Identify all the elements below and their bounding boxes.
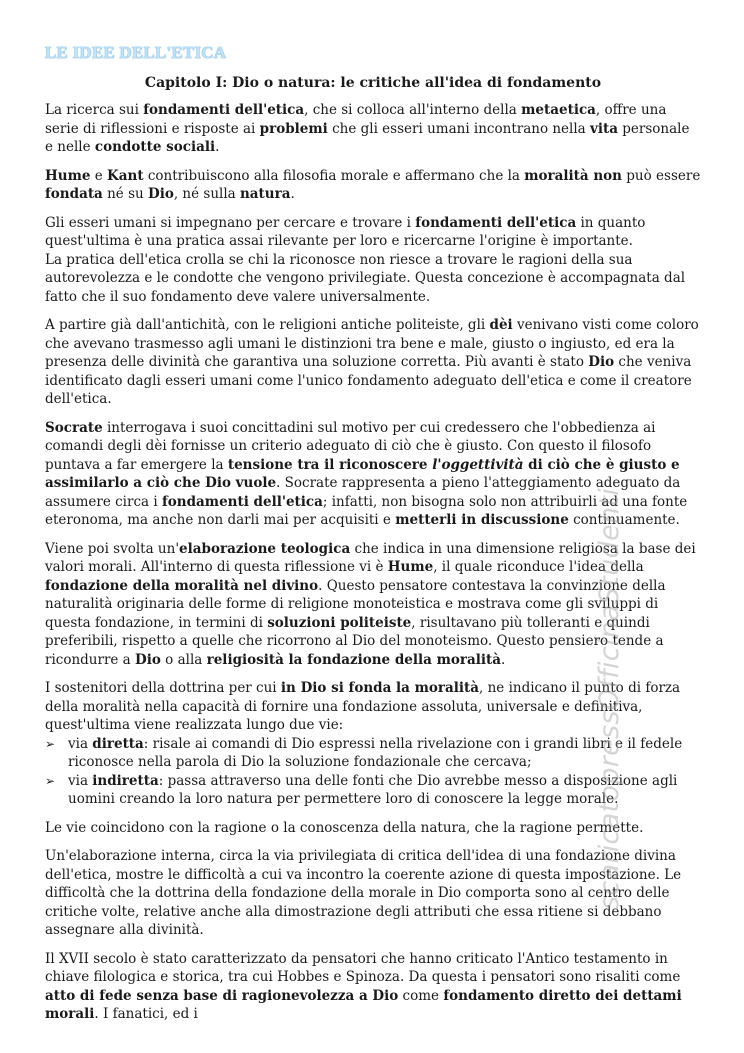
emphasis: metterli in discussione xyxy=(395,512,569,528)
paragraph-4 xyxy=(45,316,701,409)
emphasis: dèi xyxy=(489,317,513,333)
text: , né sulla xyxy=(173,186,240,202)
emphasis: problemi xyxy=(259,120,328,137)
text: in quanto quest'ultima è una pratica assai rilevante per loro e ricercarne l'origine è importante. xyxy=(45,214,646,249)
emphasis: indiretta xyxy=(92,772,159,789)
emphasis: fondamenti dell'etica xyxy=(143,102,305,118)
text: , ne indicano il punto di forza della moralità nella capacità di fornire una fondazione assoluta, universale e definitiva, quest'ultima viene realizzata lungo due vie: xyxy=(45,680,681,733)
text: e xyxy=(90,167,108,184)
emphasis: Socrate xyxy=(45,419,103,436)
emphasis: atto di fede senza base di ragionevolezza a Dio xyxy=(45,987,399,1004)
text: venivano visti come coloro che avevano trasmesso agli umani le distinzioni tra bene e male, giusto o ingiusto, ed era la presenza delle divinità che garantiva una soluzione corretta. Più avanti è stato xyxy=(45,317,699,370)
paragraph-8: Le vie coincidono con la ragione o la conoscenza della natura, che la ragione permette. xyxy=(45,819,644,836)
paragraph-2 xyxy=(45,167,701,204)
text: personale e nelle xyxy=(45,120,690,155)
text: Il XVII secolo è stato caratterizzato da pensatori che hanno criticato l'Antico testamento in chiave filologica e storica, tra cui Hobbes e Spinoza. Da questa i pensatori sono risaliti come xyxy=(45,950,681,985)
text: Viene poi svolta un' xyxy=(45,540,180,557)
text: : passa attraverso una delle fonti che Dio avrebbe messo a disposizione agli uomini creando la loro natura per permettere loro di conoscere la legge morale. xyxy=(68,772,678,807)
emphasis: religiosità la fondazione della moralità xyxy=(206,651,501,668)
emphasis: vita xyxy=(590,120,618,137)
emphasis: fondamento diretto dei dettami morali xyxy=(45,987,682,1022)
emphasis: natura xyxy=(239,186,291,202)
emphasis: metaetica xyxy=(521,102,596,118)
text: che gli esseri umani incontrano nella xyxy=(327,120,591,137)
text: continuamente. xyxy=(568,512,680,528)
arrow-bullet-icon: ➢ xyxy=(45,736,56,751)
emphasis: Kant xyxy=(107,167,144,184)
text: via xyxy=(68,772,93,789)
italic-emphasis: l'oggettività xyxy=(432,456,524,473)
text: interrogava i suoi concittadini sul motivo per cui credessero che l'obbedienza ai comandi degli dèi fornisse un criterio adeguato di ciò che è giusto. Con questo il filosofo puntava a far emergere la xyxy=(45,419,656,473)
text: . xyxy=(500,651,506,668)
text: tensione tra il riconoscere xyxy=(227,456,433,473)
text: A partire già dall'antichità, con le religioni antiche politeiste, gli xyxy=(45,317,490,333)
text: . xyxy=(290,186,295,202)
paragraph-9: Un'elaborazione interna, circa la via privilegiata di critica dell'idea di una fondazione divina dell'etica, mostre le difficoltà a cui va incontro la coerente azione di questa impostazione. Le difficoltà che la dottrina della fondazione della morale in Dio comporta sono al centro delle critiche volte, relative anche alla dimostrazione degli attributi che essa ritiene si debbano assegnare alla divinità. xyxy=(45,848,682,938)
paragraph-3 xyxy=(45,214,701,307)
text: , che si colloca all'interno della xyxy=(304,102,522,118)
text: . Questo pensatore contestava la convinzione della naturalità originaria delle forme di religione monoteistica e mostrava come gli sviluppi di questa fondazione, in termini di xyxy=(45,577,666,631)
text: . xyxy=(215,139,220,155)
text: . Socrate rappresenta a pieno l'atteggiamento adeguato da assumere circa i xyxy=(45,475,681,510)
emphasis: moralità non xyxy=(524,167,622,184)
paragraph-1 xyxy=(45,101,701,157)
emphasis: fondazione della moralità nel divino xyxy=(45,577,319,594)
text: , risultavano più tolleranti e quindi preferibili, rispetto a quelle che ricorrono al Dio del monoteismo. Questo pensiero tende a ricondurre a xyxy=(45,614,664,668)
emphasis: Hume xyxy=(387,559,434,575)
text: Gli esseri umani si impegnano per cercare e trovare i xyxy=(45,214,416,231)
text: che indica in una dimensione religiosa la base dei valori morali. All'interno di questa riflessione vi è xyxy=(45,540,696,575)
emphasis: fondamenti dell'etica xyxy=(161,493,323,510)
text: La pratica dell'etica crolla se chi la riconosce non riesce a trovare le ragioni della sua autorevolezza e le condotte che vengono privilegiate. Questa concezione è accompagnata dal fatto che il suo fondamento deve valere universalmente. xyxy=(45,251,686,305)
text: ; infatti, non bisogna solo non attribuirli ad una fonte eteronoma, ma anche non darli mai per acquisiti e xyxy=(45,493,688,528)
chapter-title: Capitolo I: Dio o natura: le critiche all'idea di fondamento xyxy=(144,75,602,91)
emphasis: Hume xyxy=(45,167,91,184)
text: , il quale riconduce l'idea della xyxy=(433,559,644,575)
text: che veniva identificato dagli esseri umani come l'unico fondamento adeguato dell'etica e come il creatore dell'etica. xyxy=(45,354,692,407)
watermark: scaricatopressOfficinaStudenti xyxy=(594,487,625,910)
emphasis: fondata xyxy=(45,186,103,202)
paragraph-10 xyxy=(45,950,701,1024)
emphasis: condotte sociali xyxy=(94,139,216,155)
emphasis: Dio xyxy=(147,186,174,202)
text: : risale ai comandi di Dio espressi nella rivelazione con i grandi libri e il fedele riconosce nella parola di Dio la soluzione fondazionale che cercava; xyxy=(68,735,683,770)
text: La ricerca sui xyxy=(45,102,144,118)
text: . I fanatici, ed i xyxy=(94,1006,198,1022)
text: o alla xyxy=(160,651,207,668)
text: come xyxy=(398,987,444,1004)
arrow-bullet-icon: ➢ xyxy=(45,773,56,788)
emphasis: diretta xyxy=(92,735,144,752)
text: contribuiscono alla filosofia morale e affermano che la xyxy=(143,167,525,184)
text: né su xyxy=(102,186,148,202)
text: via xyxy=(68,735,93,752)
emphasis: elaborazione teologica xyxy=(179,540,351,557)
text: di ciò che è giusto e assimilarlo a ciò che Dio vuole xyxy=(45,456,680,491)
emphasis: in Dio si fonda la moralità xyxy=(280,680,480,696)
emphasis: soluzioni politeiste xyxy=(267,614,412,631)
document-title: LE IDEE DELL'ETICA xyxy=(45,43,227,62)
emphasis: Dio xyxy=(135,651,161,668)
emphasis: Dio xyxy=(588,354,615,370)
text: I sostenitori della dottrina per cui xyxy=(45,680,281,696)
text: può essere xyxy=(622,167,701,184)
emphasis: fondamenti dell'etica xyxy=(415,214,577,231)
text: , offre una serie di riflessioni e risposte ai xyxy=(45,102,667,137)
